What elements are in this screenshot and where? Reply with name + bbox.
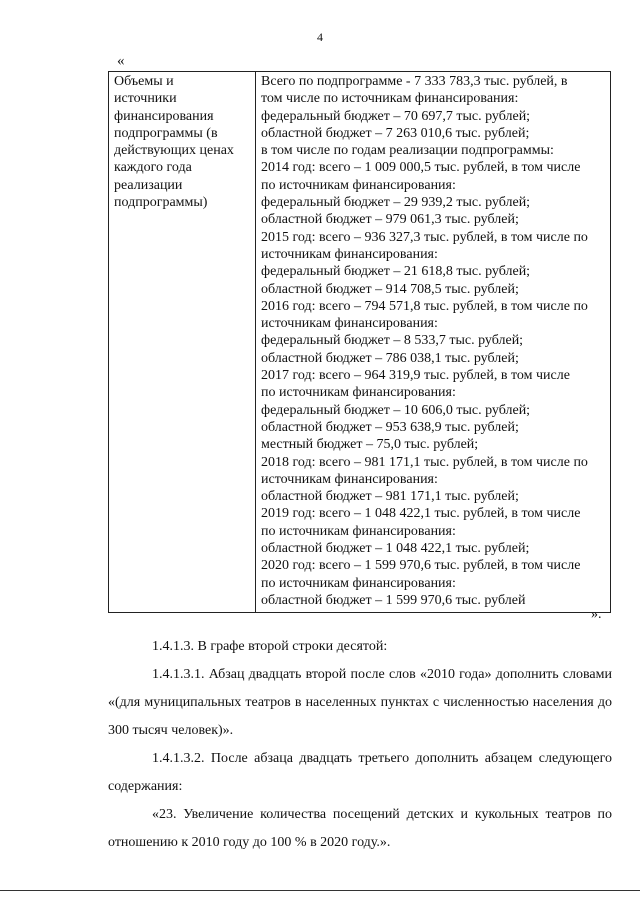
content-line: федеральный бюджет – 70 697,7 тыс. рублей; (261, 108, 531, 124)
paragraph-1-4-1-3-2: 1.4.1.3.2. После абзаца двадцать третьего дополнить абзацем следующего содержания: (108, 751, 612, 794)
content-line: источникам финансирования: (261, 246, 438, 262)
content-line: в том числе по годам реализации подпрограммы: (261, 143, 554, 159)
content-line: областной бюджет – 7 263 010,6 тыс. рублей; (261, 125, 530, 141)
content-line: федеральный бюджет – 21 618,8 тыс. рублей; (261, 264, 531, 280)
content-line: источникам финансирования: (261, 471, 438, 487)
bottom-rule (0, 890, 640, 891)
content-line: федеральный бюджет – 10 606,0 тыс. рублей; (261, 402, 531, 418)
label-line: финансирования (114, 108, 214, 124)
page-number: 4 (317, 30, 323, 44)
content-line: областной бюджет – 914 708,5 тыс. рублей; (261, 281, 519, 297)
content-line: 2015 год: всего – 936 327,3 тыс. рублей, в том числе по (261, 229, 588, 245)
paragraph-1-4-1-3: 1.4.1.3. В графе второй строки десятой: (152, 639, 388, 654)
content-line: местный бюджет – 75,0 тыс. рублей; (261, 437, 479, 453)
content-line: областной бюджет – 981 171,1 тыс. рублей; (261, 489, 519, 505)
content-line: областной бюджет – 1 048 422,1 тыс. рублей; (261, 541, 530, 557)
content-line: 2014 год: всего – 1 009 000,5 тыс. рублей, в том числе (261, 160, 581, 176)
content-line: 2017 год: всего – 964 319,9 тыс. рублей, в том числе (261, 368, 570, 384)
content-line: 2018 год: всего – 981 171,1 тыс. рублей, в том числе по (261, 454, 588, 470)
paragraph-item-23: «23. Увеличение количества посещений детских и кукольных театров по отношению к 2010 году до 100 % в 2020 году.». (108, 807, 612, 850)
content-line: Всего по подпрограмме - 7 333 783,3 тыс. рублей, в (261, 74, 568, 89)
content-line: по источникам финансирования: (261, 523, 456, 539)
content-line: федеральный бюджет – 29 939,2 тыс. рублей; (261, 195, 531, 211)
content-line: по источникам финансирования: (261, 385, 456, 401)
content-line: 2020 год: всего – 1 599 970,6 тыс. рублей, в том числе (261, 558, 581, 574)
content-line: областной бюджет – 979 061,3 тыс. рублей; (261, 212, 519, 228)
label-line: источники (114, 91, 177, 107)
label-line: реализации (114, 177, 183, 193)
content-line: областной бюджет – 1 599 970,6 тыс. рублей (261, 592, 526, 608)
content-line: по источникам финансирования: (261, 575, 456, 591)
content-line: федеральный бюджет – 8 533,7 тыс. рублей; (261, 333, 524, 349)
content-line: том числе по источникам финансирования: (261, 91, 519, 107)
label-line: действующих ценах (114, 143, 234, 159)
label-line: подпрограммы (в (114, 125, 218, 141)
opening-quote: « (117, 53, 125, 69)
label-line: Объемы и (114, 74, 174, 89)
content-line: по источникам финансирования: (261, 177, 456, 193)
content-cell (256, 72, 611, 613)
label-cell (109, 72, 256, 613)
label-line: подпрограммы) (114, 195, 208, 211)
content-line: областной бюджет – 953 638,9 тыс. рублей; (261, 419, 519, 435)
funding-table (108, 71, 611, 613)
content-line: источникам финансирования: (261, 316, 438, 332)
paragraph-1-4-1-3-1: 1.4.1.3.1. Абзац двадцать второй после слов «2010 года» дополнить словами «(для муниципальных театров в населенных пунктах с численностью населения до 300 тысяч человек)». (108, 667, 612, 738)
content-line: областной бюджет – 786 038,1 тыс. рублей; (261, 350, 519, 366)
content-line: 2016 год: всего – 794 571,8 тыс. рублей, в том числе по (261, 298, 588, 314)
label-line: каждого года (114, 160, 192, 176)
table-row (109, 72, 611, 613)
content-line: 2019 год: всего – 1 048 422,1 тыс. рублей, в том числе (261, 506, 581, 522)
closing-quote: ». (591, 607, 602, 622)
